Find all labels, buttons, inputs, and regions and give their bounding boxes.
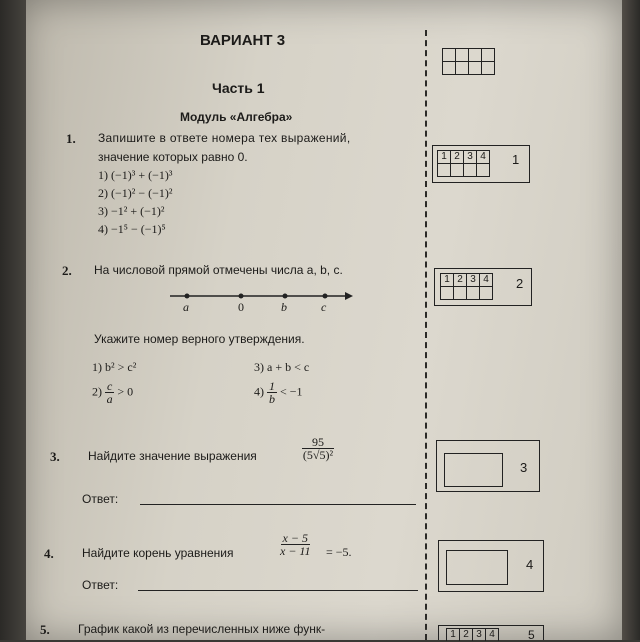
task2-option-2: 2) $\frac{c}{a}$ > 0 [92, 379, 134, 406]
task2-option-4: 4) $\frac{1}{b}$ < −1 [254, 379, 303, 406]
task1-text-line2: значение которых равно 0. [98, 150, 248, 164]
task4-text: Найдите корень уравнения [82, 546, 234, 560]
task3-box-label: 3 [520, 460, 528, 475]
grid-digit: 4 [489, 629, 495, 640]
task1-option-3: 3) −1² + (−1)² [98, 204, 165, 218]
task1-box-label: 1 [512, 152, 520, 167]
page-edge-left [0, 0, 26, 640]
task4-answer-line[interactable] [138, 590, 418, 591]
number-line [165, 285, 355, 317]
task5-text: График какой из перечисленных ниже функ- [78, 622, 326, 636]
grid-digit: 2 [460, 629, 473, 641]
grid-digit: 1 [447, 629, 460, 641]
task1-option-2: 2) (−1)² − (−1)² [98, 186, 173, 200]
task1-number: 1. [66, 131, 76, 146]
task5-answer-grid[interactable] [446, 628, 499, 641]
task3-answer-line[interactable] [140, 504, 416, 505]
task3-text: Найдите значение выражения [88, 449, 257, 463]
grid-digit: 3 [467, 274, 480, 287]
task3-answer-box[interactable] [444, 453, 503, 487]
grid-digit: 1 [441, 274, 454, 287]
module-title: Модуль «Алгебра» [180, 110, 293, 124]
grid-digit: 4 [480, 274, 492, 287]
grid-digit: 2 [454, 274, 467, 287]
task2-text: На числовой прямой отмечены числа a, b, c. [94, 263, 343, 277]
part-title: Часть 1 [212, 80, 265, 96]
task4-fraction: $\frac{x - 5}{x - 11}$ [280, 531, 311, 558]
grid-digit: 4 [477, 151, 489, 164]
task4-answer-label: Ответ: [82, 578, 119, 592]
task2-option-3: 3) a + b < c [254, 360, 310, 374]
answer-grid-top [442, 48, 495, 75]
task4-box-label: 4 [526, 557, 534, 572]
task2-number: 2. [62, 263, 72, 278]
axis-label-zero: 0 [238, 300, 244, 314]
page-edge-right [622, 0, 640, 640]
task4-equals: = −5. [326, 545, 352, 559]
task1-option-1: 1) (−1)³ + (−1)³ [98, 168, 173, 182]
axis-label-b: b [281, 300, 287, 314]
axis-label-a: a [183, 300, 189, 314]
task1-text-line1: Запишите в ответе номера тех выражений, [98, 131, 351, 145]
grid-digit: 2 [451, 151, 464, 164]
grid-digit: 3 [464, 151, 477, 164]
task5-number: 5. [40, 622, 50, 637]
variant-title: ВАРИАНТ 3 [200, 32, 286, 49]
task1-option-4: 4) −1⁵ − (−1)⁵ [98, 222, 166, 236]
task3-number: 3. [50, 449, 60, 464]
task2-option-1: 1) b² > c² [92, 360, 137, 374]
task4-number: 4. [44, 546, 54, 561]
task3-answer-label: Ответ: [82, 492, 119, 506]
axis-label-c: c [321, 300, 327, 314]
task1-answer-grid[interactable] [437, 150, 490, 177]
task4-answer-box[interactable] [446, 550, 508, 585]
task3-fraction: $\frac{95}{\text{(5√5)²}}$ [302, 435, 334, 462]
cut-line [425, 30, 427, 640]
task2-question: Укажите номер верного утверждения. [94, 332, 305, 346]
task2-box-label: 2 [516, 276, 524, 291]
grid-digit: 1 [438, 151, 451, 164]
grid-digit: 3 [473, 629, 486, 641]
task2-answer-grid[interactable] [440, 273, 493, 300]
task5-box-label: 5 [528, 628, 535, 642]
